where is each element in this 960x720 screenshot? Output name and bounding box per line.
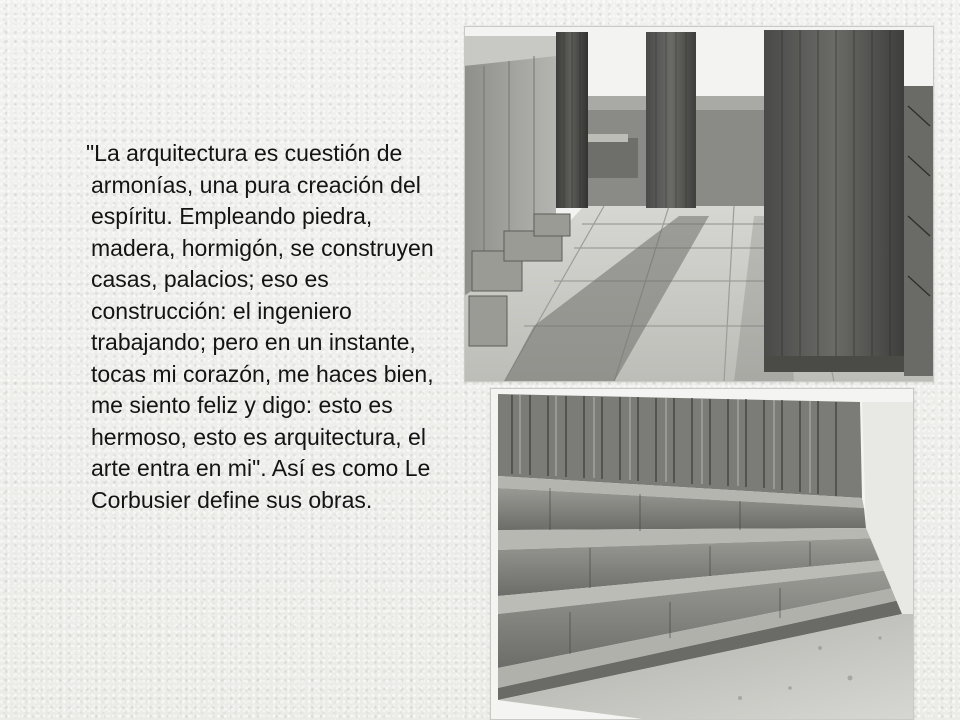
colonnade-illustration bbox=[464, 26, 934, 382]
photo-temple-steps bbox=[490, 388, 914, 720]
quote-text: "La arquitectura es cuestión de armonías, una pura creación del espíritu. Empleando piedra, madera, hormigón, se construyen casas, palacios; eso es construcción: el ingeniero trabajando; pero en un instante, tocas mi corazón, me haces bien, me siento feliz y digo: esto es hermoso, esto es arquitectura, el arte entra en mi". Así es como Le Corbusier define sus obras. bbox=[86, 140, 434, 513]
steps-illustration bbox=[490, 388, 914, 720]
photo-colonnade-portico bbox=[464, 26, 934, 382]
